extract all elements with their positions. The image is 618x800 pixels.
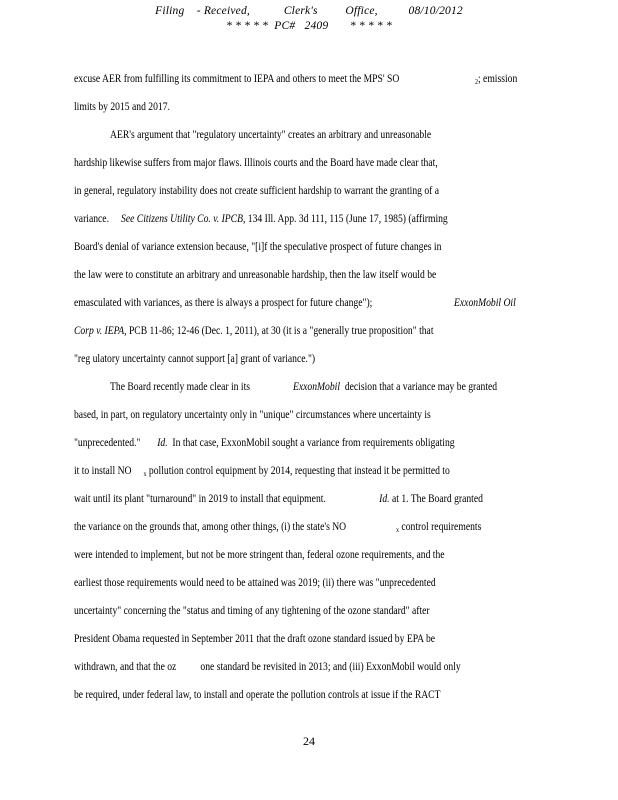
body-line: withdrawn, and that the oz one standard be revisited in 2013; and (iii) ExxonMobil would only	[74, 661, 461, 673]
body-line: wait until its plant "turnaround" in 2019 to install that equipment. Id. at 1. The Board granted	[74, 493, 483, 505]
case-citation: ExxonMobil	[292, 381, 341, 393]
filing-stamp-line-1: Filing - Received, Clerk's Office, 08/10/2012	[155, 5, 463, 17]
body-line: emasculated with variances, as there is always a prospect for future change"); ExxonMobil Oil	[74, 297, 516, 309]
body-line: it to install NO $_x$ pollution control equipment by 2014, requesting that instead it be permitted to	[74, 465, 450, 478]
body-line: AER's argument that "regulatory uncertainty" creates an arbitrary and unreasonable	[110, 129, 432, 141]
body-line: hardship likewise suffers from major flaws. Illinois courts and the Board have made clear that,	[74, 157, 438, 169]
body-line: in general, regulatory instability does not create sufficient hardship to warrant the granting of a	[74, 185, 440, 197]
body-line: Board's denial of variance extension because, "[i]f the speculative prospect of future changes in	[74, 241, 442, 253]
case-citation: ExxonMobil Oil	[454, 297, 516, 309]
body-line: based, in part, on regulatory uncertainty only in "unique" circumstances where uncertainty is	[74, 409, 431, 421]
body-line: earliest those requirements would need to be attained was 2019; (ii) there was "unprecedented	[74, 577, 436, 589]
case-citation: Id.	[157, 437, 168, 449]
filing-stamp-line-2: * * * * * PC# 2409 * * * * *	[226, 20, 392, 32]
body-line: were intended to implement, but not be more stringent than, federal ozone requirements, and the	[74, 549, 445, 561]
body-line: the law were to constitute an arbitrary and unreasonable hardship, then the law itself would be	[74, 269, 437, 281]
body-line: "unprecedented." Id. In that case, ExxonMobil sought a variance from requirements obligating	[74, 437, 455, 449]
body-line: the variance on the grounds that, among other things, (i) the state's NO $_x$ control requirements	[74, 521, 482, 534]
body-line: uncertainty" concerning the "status and timing of any tightening of the ozone standard" after	[74, 605, 430, 617]
body-line: "reg ulatory uncertainty cannot support [a] grant of variance.")	[74, 353, 316, 365]
body-line: be required, under federal law, to install and operate the pollution controls at issue if the RACT	[74, 689, 441, 701]
body-line: President Obama requested in September 2011 that the draft ozone standard issued by EPA be	[74, 633, 436, 645]
body-line: The Board recently made clear in its ExxonMobil decision that a variance may be granted	[110, 381, 498, 393]
body-line: Corp v. IEPA, PCB 11-86; 12-46 (Dec. 1, 2011), at 30 (it is a "generally true proposition" that	[74, 325, 434, 337]
case-citation: See Citizens Utility Co. v. IPCB	[121, 213, 243, 225]
body-line: excuse AER from fulfilling its commitment to IEPA and others to meet the MPS' SO $_2$; emission	[74, 73, 518, 86]
case-citation: Corp v. IEPA,	[74, 325, 127, 337]
case-citation: Id.	[379, 493, 390, 505]
body-line: variance. See Citizens Utility Co. v. IPCB, 134 Ill. App. 3d 111, 115 (June 17, 1985) (affirming	[74, 213, 448, 225]
body-line: limits by 2015 and 2017.	[74, 101, 170, 113]
page-number: 24	[303, 734, 315, 748]
